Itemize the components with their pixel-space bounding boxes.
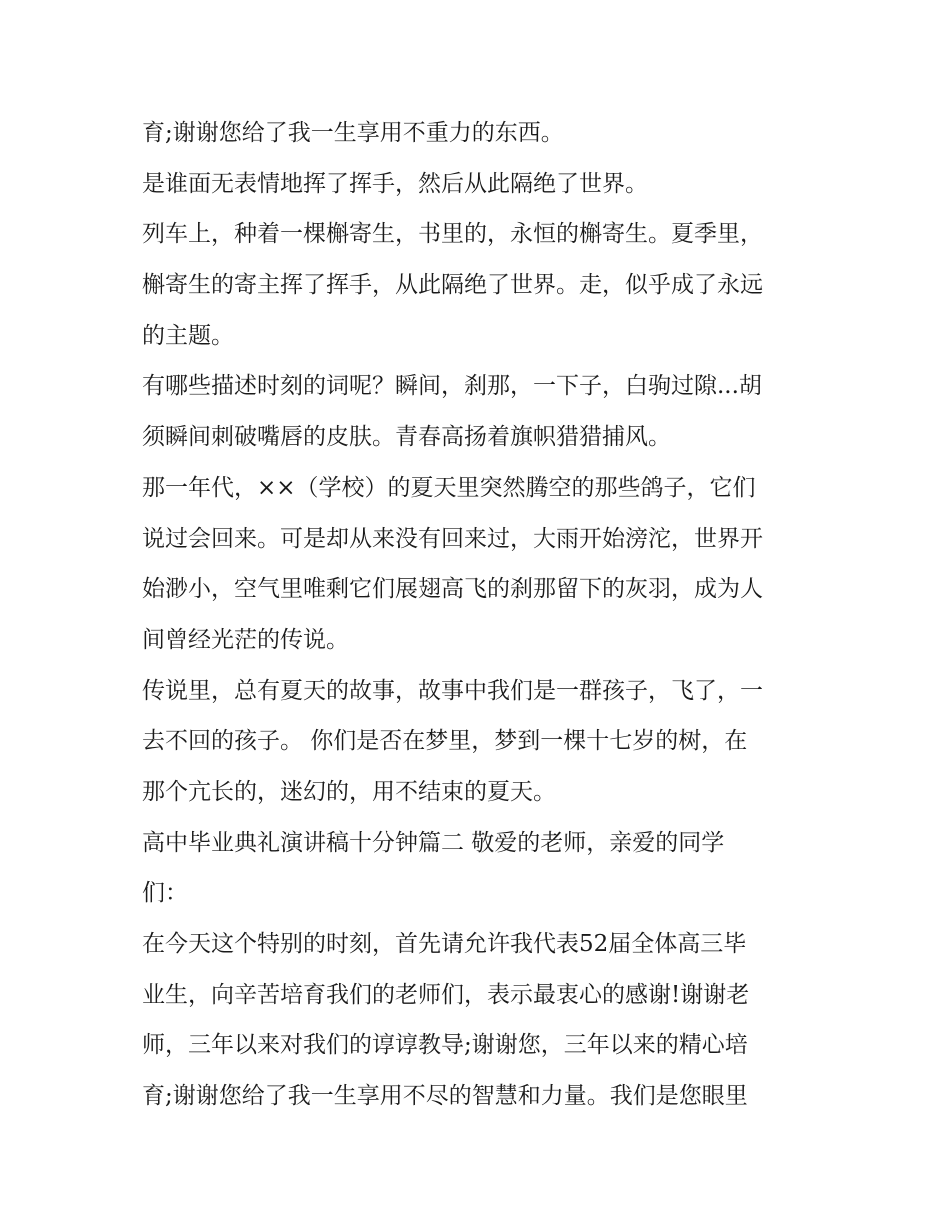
text-line: 在今天这个特别的时刻，首先请允许我代表52届全体高三毕 <box>142 931 747 957</box>
document-body <box>142 108 822 1122</box>
text-line: 那一年代，××（学校）的夏天里突然腾空的那些鸽子，它们 <box>142 474 756 501</box>
text-line: 那个亢长的，迷幻的，用不结束的夏天。 <box>142 778 556 805</box>
section-heading-line: 高中毕业典礼演讲稿十分钟篇二 敬爱的老师，亲爱的同学 <box>142 829 725 856</box>
text-line: 间曾经光茫的传说。 <box>142 626 349 653</box>
text-line: 去不回的孩子。 你们是否在梦里，梦到一棵十七岁的树，在 <box>142 728 748 755</box>
text-line: 传说里，总有夏天的故事，故事中我们是一群孩子，飞了，一 <box>142 677 763 704</box>
text-line: 须瞬间刺破嘴唇的皮肤。青春高扬着旗帜猎猎捕风。 <box>142 424 671 451</box>
text-line: 业生，向辛苦培育我们的老师们，表示最衷心的感谢!谢谢老 <box>142 981 750 1008</box>
text-line: 的主题。 <box>142 322 234 349</box>
text-line: 师，三年以来对我们的谆谆教导;谢谢您，三年以来的精心培 <box>142 1032 748 1059</box>
text-line: 是谁面无表情地挥了挥手，然后从此隔绝了世界。 <box>142 170 648 197</box>
text-line: 始渺小，空气里唯剩它们展翅高飞的刹那留下的灰羽，成为人 <box>142 576 763 603</box>
text-line: 育;谢谢您给了我一生享用不重力的东西。 <box>142 120 564 146</box>
section-heading-line: 们： <box>142 880 188 907</box>
text-line: 槲寄生的寄主挥了挥手，从此隔绝了世界。走，似乎成了永远 <box>142 272 763 299</box>
text-line: 育;谢谢您给了我一生享用不尽的智慧和力量。我们是您眼里 <box>142 1083 748 1110</box>
text-line: 说过会回来。可是却从来没有回来过，大雨开始滂沱，世界开 <box>142 525 763 552</box>
text-line: 列车上，种着一棵槲寄生，书里的，永恒的槲寄生。夏季里， <box>142 221 763 248</box>
text-line: 有哪些描述时刻的词呢？瞬间，刹那，一下子，白驹过隙...胡 <box>142 373 762 400</box>
